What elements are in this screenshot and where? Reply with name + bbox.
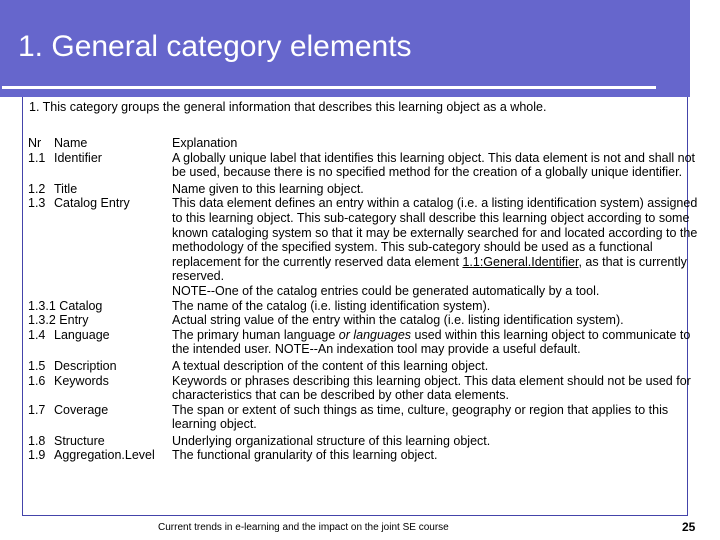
row-name: Title (54, 181, 78, 196)
row-nr: 1.4 (28, 327, 46, 342)
row-name: Structure (54, 433, 105, 448)
table-row (28, 403, 708, 432)
table-row (28, 448, 708, 463)
row-nr: 1.8 (28, 433, 46, 448)
row-explanation: The name of the catalog (i.e. listing identification system). (172, 298, 491, 313)
row-name: Catalog (59, 298, 103, 313)
table-row (28, 313, 708, 328)
row-explanation: A textual description of the content of this learning object. (172, 358, 489, 373)
row-explanation: Name given to this learning object. (172, 181, 364, 196)
table-row (28, 182, 708, 197)
table-row (28, 196, 708, 298)
explanation-emphasis: or languages (338, 327, 412, 342)
row-nr: 1.3.2 (28, 313, 56, 328)
row-explanation: Underlying organizational structure of this learning object. (172, 433, 491, 448)
row-explanation: Keywords or phrases describing this learning object. This data element should not be used for characteristics that can be described by other data elements. (172, 373, 691, 403)
row-name: Language (54, 327, 110, 342)
header-nr: Nr (28, 136, 42, 150)
row-name: Catalog Entry (54, 196, 130, 211)
row-name: Keywords (54, 373, 109, 388)
table-row (28, 374, 708, 403)
table-row (28, 151, 708, 180)
explanation-text: The primary human language (172, 327, 339, 342)
header-name: Name (54, 136, 88, 150)
explanation-text: This data element defines an entry within a catalog (i.e. a listing identification system) assigned to this learning object. This sub-category shall describe this learning object according to some known cataloging system so that it may be externally searched for and located according to the methodology of the specified system. This sub-category should be used as a functional replacement for the currently reserved data element (172, 196, 698, 269)
row-nr: 1.1 (28, 150, 46, 165)
explanation-text: , as that is currently reserved. (172, 254, 687, 284)
row-explanation: The functional granularity of this learning object. (172, 448, 438, 463)
row-name: Aggregation.Level (54, 448, 155, 463)
row-nr: 1.3.1 (28, 298, 56, 313)
row-explanation: Actual string value of the entry within the catalog (i.e. listing identification system). (172, 313, 624, 328)
table-row (28, 328, 708, 357)
row-nr: 1.7 (28, 402, 46, 417)
elements-table (28, 136, 708, 463)
table-row (28, 359, 708, 374)
table-row (28, 434, 708, 449)
row-nr: 1.3 (28, 196, 46, 211)
title-underline (2, 86, 656, 89)
table-row (28, 299, 708, 314)
row-name: Description (54, 358, 117, 373)
row-explanation: A globally unique label that identifies this learning object. This data element is not and shall not be used, because there is no specified method for the creation of a globally unique identifier. (172, 150, 696, 180)
table-header-row (28, 136, 708, 151)
page-number: 25 (682, 520, 696, 534)
row-name: Identifier (54, 150, 102, 165)
footer-text: Current trends in e-learning and the impact on the joint SE course (158, 522, 449, 533)
row-explanation (172, 196, 702, 298)
explanation-text: used within this learning object to communicate to the intended user. NOTE--An indexation tool may provide a useful default. (172, 327, 691, 357)
row-nr: 1.5 (28, 358, 46, 373)
row-explanation (172, 328, 702, 357)
row-name: Entry (59, 313, 89, 328)
row-name: Coverage (54, 402, 109, 417)
row-nr-name (28, 313, 172, 328)
header-explanation: Explanation (172, 136, 238, 150)
row-nr-name (28, 299, 172, 314)
row-nr: 1.9 (28, 448, 46, 463)
note-text: NOTE--One of the catalog entries could be generated automatically by a tool. (172, 283, 600, 298)
title-bar (0, 0, 690, 97)
intro-text: 1. This category groups the general information that describes this learning object as a whole. (29, 100, 547, 114)
row-nr: 1.6 (28, 373, 46, 388)
element-reference-link[interactable]: 1.1:General.Identifier (462, 254, 579, 269)
slide-title: 1. General category elements (18, 30, 412, 63)
row-explanation: The span or extent of such things as time, culture, geography or region that applies to this learning object. (172, 402, 669, 432)
row-nr: 1.2 (28, 181, 46, 196)
